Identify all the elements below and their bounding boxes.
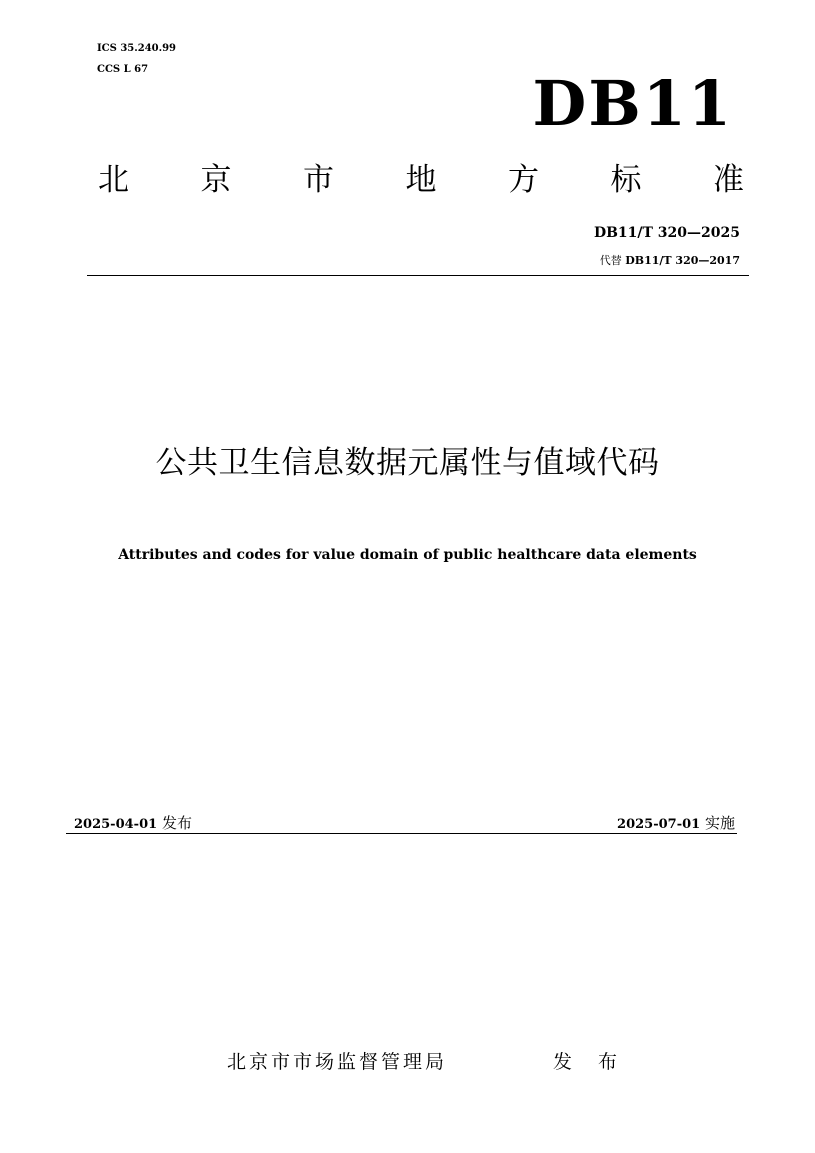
category-char: 北 <box>98 162 129 198</box>
replaces-label: 代替 <box>599 254 622 267</box>
ics-code: ICS 35.240.99 <box>97 43 177 54</box>
standard-category <box>98 160 744 200</box>
category-char: 准 <box>713 162 744 198</box>
issue-label: 发 布 <box>553 1051 628 1073</box>
implement-date-label: 实施 <box>704 814 735 832</box>
replaces-number: DB11/T 320—2017 <box>625 254 740 267</box>
category-char: 标 <box>610 162 642 198</box>
replaces-line <box>600 254 740 268</box>
ccs-code: CCS L 67 <box>97 64 149 75</box>
issue-date-line <box>74 813 192 835</box>
category-char: 市 <box>303 162 334 198</box>
standard-number: DB11/T 320—2025 <box>593 225 740 241</box>
title-english: Attributes and codes for value domain of public healthcare data elements <box>118 547 697 563</box>
footer-divider <box>66 833 737 834</box>
category-char: 方 <box>508 162 539 198</box>
implement-date: 2025-07-01 <box>617 817 701 832</box>
category-char: 地 <box>405 162 437 198</box>
implement-date-line <box>617 813 735 835</box>
category-char: 京 <box>200 162 232 198</box>
issue-date: 2025-04-01 <box>74 817 158 832</box>
issuing-authority: 北京市市场监督管理局 <box>227 1051 448 1073</box>
header-divider <box>87 275 749 276</box>
issue-date-label: 发布 <box>161 814 192 832</box>
standard-mark: DB11 <box>532 67 733 140</box>
title-chinese: 公共卫生信息数据元属性与值域代码 <box>155 445 660 481</box>
